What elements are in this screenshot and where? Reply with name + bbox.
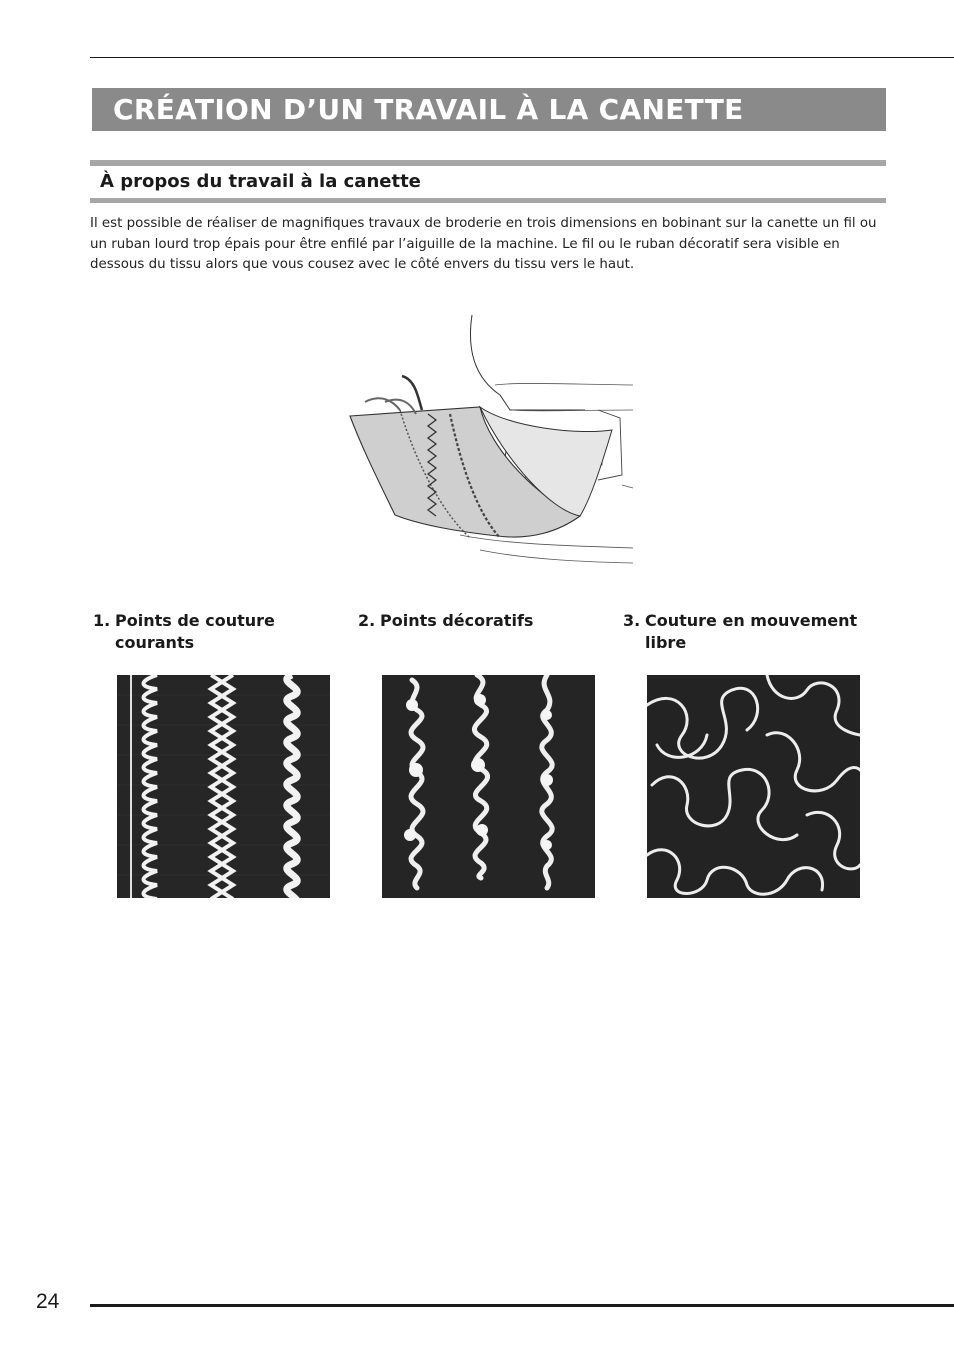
section-heading (90, 160, 886, 206)
caption-decorative-stitches (358, 610, 608, 632)
section-rule-bottom (90, 198, 886, 203)
caption-number: 1. (93, 611, 111, 630)
page-number: 24 (36, 1290, 60, 1313)
section-title: À propos du travail à la canette (100, 171, 421, 192)
photo-free-motion (647, 675, 860, 898)
top-rule (90, 57, 954, 58)
page-title: CRÉATION D’UN TRAVAIL À LA CANETTE (113, 92, 744, 126)
caption-running-stitches (93, 610, 343, 654)
intro-paragraph: Il est possible de réaliser de magnifiques travaux de broderie en trois dimensions en bobinant sur la canette un fil ou un ruban lourd trop épais pour être enfilé par l’aiguille de la machine. Le fil ou le ruban décoratif sera visible en dessous du tissu alors que vous cousez avec le côté envers du tissu vers le haut. (90, 216, 877, 272)
title-bar (92, 88, 886, 131)
caption-label: Points décoratifs (380, 611, 534, 630)
caption-number: 3. (623, 611, 641, 630)
sewing-machine-illustration (330, 310, 640, 572)
caption-label: Couture en mouvement libre (645, 611, 858, 652)
caption-label: Points de couture courants (115, 611, 275, 652)
photo-running-stitches (117, 675, 330, 898)
caption-number: 2. (358, 611, 376, 630)
photo-decorative-stitches (382, 675, 595, 898)
bottom-rule (90, 1304, 954, 1307)
section-rule-top (90, 160, 886, 166)
caption-free-motion (623, 610, 873, 654)
